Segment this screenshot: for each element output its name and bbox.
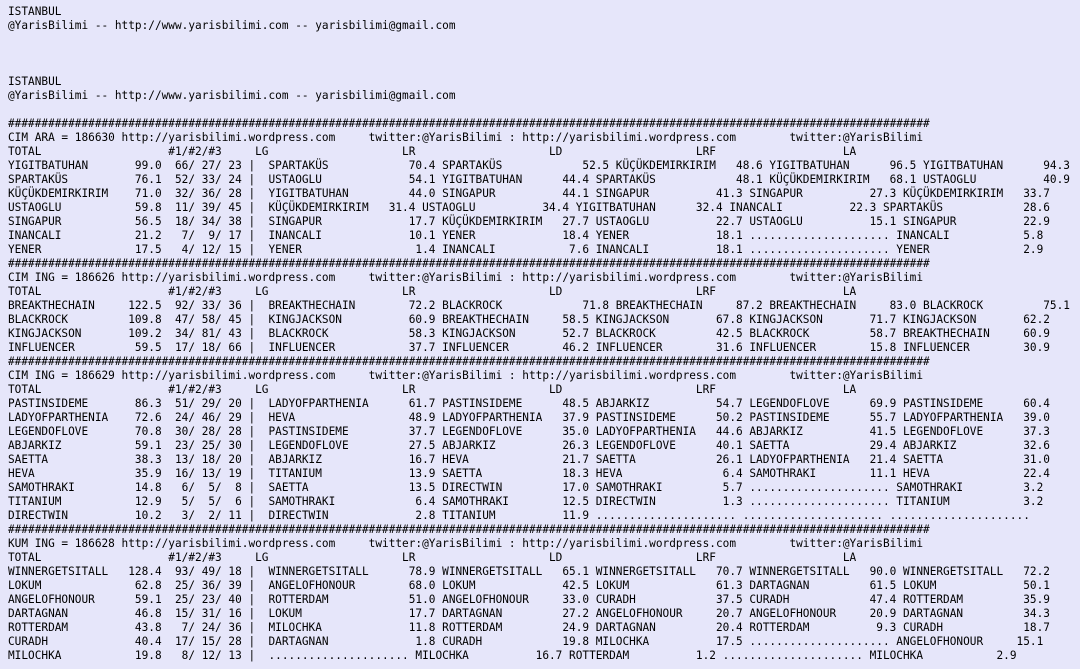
- report-line: ##########################################################################################################################################: [8, 355, 930, 368]
- report-line: ROTTERDAM 43.8 7/ 24/ 36 | MILOCHKA 11.8 ROTTERDAM 24.9 DARTAGNAN 20.4 ROTTERDAM 9.3 CURADH 18.7: [8, 621, 1050, 634]
- report-line: SAETTA 38.3 13/ 18/ 20 | ABJARKIZ 16.7 HEVA 21.7 SAETTA 26.1 LADYOFPARTHENIA 21.4 SAETTA 31.0: [8, 453, 1050, 466]
- report-line: WINNERGETSITALL 128.4 93/ 49/ 18 | WINNERGETSITALL 78.9 WINNERGETSITALL 65.1 WINNERGETSITALL 70.7 WINNERGETSITALL 90.0 WINNERGETSITALL 72.2: [8, 565, 1050, 578]
- report-line: [8, 61, 1072, 75]
- report-line: TITANIUM 12.9 5/ 5/ 6 | SAMOTHRAKI 6.4 SAMOTHRAKI 12.5 DIRECTWIN 1.3 ..................... TITANIUM 3.2: [8, 495, 1044, 508]
- report-line: USTAOGLU 59.8 11/ 39/ 45 | KÜÇÜKDEMIRKIRIM 31.4 USTAOGLU 34.4 YIGITBATUHAN 32.4 INANCALI 22.3 SPARTAKÜS 28.6: [8, 201, 1050, 214]
- report-line: INFLUENCER 59.5 17/ 18/ 66 | INFLUENCER 37.7 INFLUENCER 46.2 INFLUENCER 31.6 INFLUENCER 15.8 INFLUENCER 30.9: [8, 341, 1050, 354]
- report-line: ##########################################################################################################################################: [8, 257, 930, 270]
- report-line: ##########################################################################################################################################: [8, 117, 930, 130]
- report-line: [8, 33, 1072, 47]
- report-line: ##########################################################################################################################################: [8, 523, 930, 536]
- report-line: KINGJACKSON 109.2 34/ 81/ 43 | BLACKROCK 58.3 KINGJACKSON 52.7 BLACKROCK 42.5 BLACKROCK 58.7 BREAKTHECHAIN 60.9: [8, 327, 1050, 340]
- report-line: BREAKTHECHAIN 122.5 92/ 33/ 36 | BREAKTHECHAIN 72.2 BLACKROCK 71.8 BREAKTHECHAIN 87.2 BREAKTHECHAIN 83.0 BLACKROCK 75.1: [8, 299, 1070, 312]
- report-line: PASTINSIDEME 86.3 51/ 29/ 20 | LADYOFPARTHENIA 61.7 PASTINSIDEME 48.5 ABJARKIZ 54.7 LEGENDOFLOVE 69.9 PASTINSIDEME 60.4: [8, 397, 1050, 410]
- report-line: CIM ING = 186629 http://yarisbilimi.wordpress.com twitter:@YarisBilimi : http://yarisbilimi.wordpress.com twitter:@YarisBilimi: [8, 369, 924, 382]
- report-line: MILOCHKA 19.8 8/ 12/ 13 | ..................... MILOCHKA 16.7 ROTTERDAM 1.2 ..................... MILOCHKA 2.9: [8, 649, 1017, 662]
- report-line: TOTAL #1/#2/#3 LG LR LD LRF LA: [8, 383, 857, 396]
- report-line: SINGAPUR 56.5 18/ 34/ 38 | SINGAPUR 17.7 KÜÇÜKDEMIRKIRIM 27.7 USTAOGLU 22.7 USTAOGLU 15.1 SINGAPUR 22.9: [8, 215, 1050, 228]
- report-line: LEGENDOFLOVE 70.8 30/ 28/ 28 | PASTINSIDEME 37.7 LEGENDOFLOVE 35.0 LADYOFPARTHENIA 44.6 ABJARKIZ 41.5 LEGENDOFLOVE 37.3: [8, 425, 1050, 438]
- report-line: TOTAL #1/#2/#3 LG LR LD LRF LA: [8, 551, 857, 564]
- report-line: INANCALI 21.2 7/ 9/ 17 | INANCALI 10.1 YENER 18.4 YENER 18.1 ..................... INANCALI 5.8: [8, 229, 1044, 242]
- report-line: CIM ING = 186626 http://yarisbilimi.wordpress.com twitter:@YarisBilimi : http://yarisbilimi.wordpress.com twitter:@YarisBilimi: [8, 271, 924, 284]
- report-line: DIRECTWIN 10.2 3/ 2/ 11 | DIRECTWIN 2.8 TITANIUM 11.9 ..................... ..................... .....................: [8, 509, 1030, 522]
- report-line: TOTAL #1/#2/#3 LG LR LD LRF LA: [8, 145, 857, 158]
- report-line: YIGITBATUHAN 99.0 66/ 27/ 23 | SPARTAKÜS 70.4 SPARTAKÜS 52.5 KÜÇÜKDEMIRKIRIM 48.6 YIGITBATUHAN 96.5 YIGITBATUHAN 94.3: [8, 159, 1070, 172]
- report-line: BLACKROCK 109.8 47/ 58/ 45 | KINGJACKSON 60.9 BREAKTHECHAIN 58.5 KINGJACKSON 67.8 KINGJACKSON 71.7 KINGJACKSON 62.2: [8, 313, 1050, 326]
- report-line: HEVA 35.9 16/ 13/ 19 | TITANIUM 13.9 SAETTA 18.3 HEVA 6.4 SAMOTHRAKI 11.1 HEVA 22.4: [8, 467, 1050, 480]
- report-line: [8, 103, 1072, 117]
- report-line: @YarisBilimi -- http://www.yarisbilimi.com -- yarisbilimi@gmail.com: [8, 19, 456, 32]
- report-line: DARTAGNAN 46.8 15/ 31/ 16 | LOKUM 17.7 DARTAGNAN 27.2 ANGELOFHONOUR 20.7 ANGELOFHONOUR 20.9 DARTAGNAN 34.3: [8, 607, 1050, 620]
- report-line: YENER 17.5 4/ 12/ 15 | YENER 1.4 INANCALI 7.6 INANCALI 18.1 ..................... YENER 2.9: [8, 243, 1044, 256]
- report-line: TOTAL #1/#2/#3 LG LR LD LRF LA: [8, 285, 857, 298]
- report-line: CIM ARA = 186630 http://yarisbilimi.wordpress.com twitter:@YarisBilimi : http://yarisbilimi.wordpress.com twitter:@YarisBilimi: [8, 131, 924, 144]
- report-line: @YarisBilimi -- http://www.yarisbilimi.com -- yarisbilimi@gmail.com: [8, 89, 456, 102]
- report-line: ANGELOFHONOUR 59.1 25/ 23/ 40 | ROTTERDAM 51.0 ANGELOFHONOUR 33.0 CURADH 37.5 CURADH 47.4 ROTTERDAM 35.9: [8, 593, 1050, 606]
- report-line: LADYOFPARTHENIA 72.6 24/ 46/ 29 | HEVA 48.9 LADYOFPARTHENIA 37.9 PASTINSIDEME 50.2 PASTINSIDEME 55.7 LADYOFPARTHENIA 39.0: [8, 411, 1050, 424]
- report-line: LOKUM 62.8 25/ 36/ 39 | ANGELOFHONOUR 68.0 LOKUM 42.5 LOKUM 61.3 DARTAGNAN 61.5 LOKUM 50.1: [8, 579, 1050, 592]
- report-line: [8, 47, 1072, 61]
- report-line: ABJARKIZ 59.1 23/ 25/ 30 | LEGENDOFLOVE 27.5 ABJARKIZ 26.3 LEGENDOFLOVE 40.1 SAETTA 29.4 ABJARKIZ 32.6: [8, 439, 1050, 452]
- report-line: SAMOTHRAKI 14.8 6/ 5/ 8 | SAETTA 13.5 DIRECTWIN 17.0 SAMOTHRAKI 5.7 ..................... SAMOTHRAKI 3.2: [8, 481, 1044, 494]
- report-line: ISTANBUL: [8, 5, 62, 18]
- report-line: CURADH 40.4 17/ 15/ 28 | DARTAGNAN 1.8 CURADH 19.8 MILOCHKA 17.5 ..................... ANGELOFHONOUR 15.1: [8, 635, 1044, 648]
- report-line: KÜÇÜKDEMIRKIRIM 71.0 32/ 36/ 28 | YIGITBATUHAN 44.0 SINGAPUR 44.1 SINGAPUR 41.3 SINGAPUR 27.3 KÜÇÜKDEMIRKIRIM 33.7: [8, 187, 1050, 200]
- report-line: SPARTAKÜS 76.1 52/ 33/ 24 | USTAOGLU 54.1 YIGITBATUHAN 44.4 SPARTAKÜS 48.1 KÜÇÜKDEMIRKIRIM 68.1 USTAOGLU 40.9: [8, 173, 1070, 186]
- report-line: ISTANBUL: [8, 75, 62, 88]
- report-line: KUM ING = 186628 http://yarisbilimi.wordpress.com twitter:@YarisBilimi : http://yarisbilimi.wordpress.com twitter:@YarisBilimi: [8, 537, 924, 550]
